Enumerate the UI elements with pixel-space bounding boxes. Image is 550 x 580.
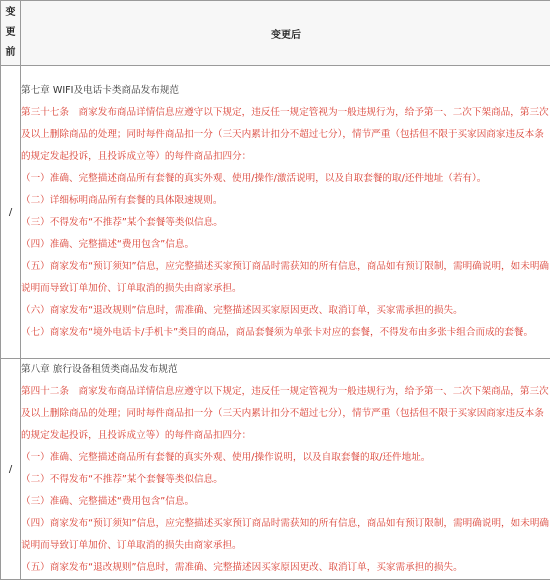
header-left-char: 变 xyxy=(1,3,20,23)
chapter-title: 第八章 旅行设备租赁类商品发布规范 xyxy=(21,359,550,381)
section-row-rental xyxy=(1,359,550,580)
header-left-char: 更 xyxy=(1,23,20,43)
after-change-header: 变更后 xyxy=(21,1,550,66)
header-left-char: 前 xyxy=(1,43,20,63)
before-cell: / xyxy=(1,66,21,359)
article-text: 第四十二条 商家发布商品详情信息应遵守以下规定，违反任一规定管视为一般违规行为，给予第一、二次下架商品，第三次及以上删除商品的处理；同时每件商品扣一分（三天内累计扣分不超过七分），情节严重（包括但不限于买家因商家违反本条的规定发起投诉，且投诉成立等）的每件商品扣四分： xyxy=(21,381,550,447)
article-text: 第三十七条 商家发布商品详情信息应遵守以下规定，违反任一规定管视为一般违规行为，给予第一、二次下架商品，第三次及以上删除商品的处理；同时每件商品扣一分（三天内累计扣分不超过七分），情节严重（包括但不限于买家因商家违反本条的规定发起投诉，且投诉成立等）的每件商品扣四分： xyxy=(21,102,550,168)
rule-item: （五）商家发布“退改规则”信息时，需准确、完整描述因买家原因更改、取消订单，买家需承担的损失。 xyxy=(21,557,550,579)
rule-item: （一）准确、完整描述商品所有套餐的真实外观、使用/操作/激活说明，以及自取套餐的取/还件地址（若有）。 xyxy=(21,168,550,190)
after-cell xyxy=(21,66,550,359)
rule-item: （五）商家发布“预订须知”信息，应完整描述买家预订商品时需获知的所有信息，商品如有预订限制，需明确说明，如未明确说明而导致订单加价、订单取消的损失由商家承担。 xyxy=(21,256,550,300)
rule-item: （三）准确、完整描述“费用包含”信息。 xyxy=(21,491,550,513)
after-cell xyxy=(21,359,550,580)
rule-item: （一）准确、完整描述商品所有套餐的真实外观、使用/操作说明，以及自取套餐的取/还件地址。 xyxy=(21,447,550,469)
rule-item: （六）商家发布“退改规则”信息时，需准确、完整描述因买家原因更改、取消订单，买家需承担的损失。 xyxy=(21,300,550,322)
before-change-header xyxy=(1,1,21,66)
rule-item: （四）商家发布“预订须知”信息，应完整描述买家预订商品时需获知的所有信息，商品如有预订限制，需明确说明，如未明确说明而导致订单加价、订单取消的损失由商家承担。 xyxy=(21,513,550,557)
rule-item: （四）准确、完整描述“费用包含”信息。 xyxy=(21,234,550,256)
before-cell: / xyxy=(1,359,21,580)
header-row xyxy=(1,1,550,66)
rule-item: （二）详细标明商品所有套餐的具体限速规则。 xyxy=(21,190,550,212)
rule-item: （二）不得发布“不推荐”某个套餐等类似信息。 xyxy=(21,469,550,491)
rule-item: （三）不得发布“不推荐”某个套餐等类似信息。 xyxy=(21,212,550,234)
section-row-wifi xyxy=(1,66,550,359)
chapter-title: 第七章 WIFI及电话卡类商品发布规范 xyxy=(21,80,550,102)
rule-item: （七）商家发布“境外电话卡/手机卡”类目的商品，商品套餐须为单张卡对应的套餐，不得发布由多张卡组合而成的套餐。 xyxy=(21,322,550,344)
